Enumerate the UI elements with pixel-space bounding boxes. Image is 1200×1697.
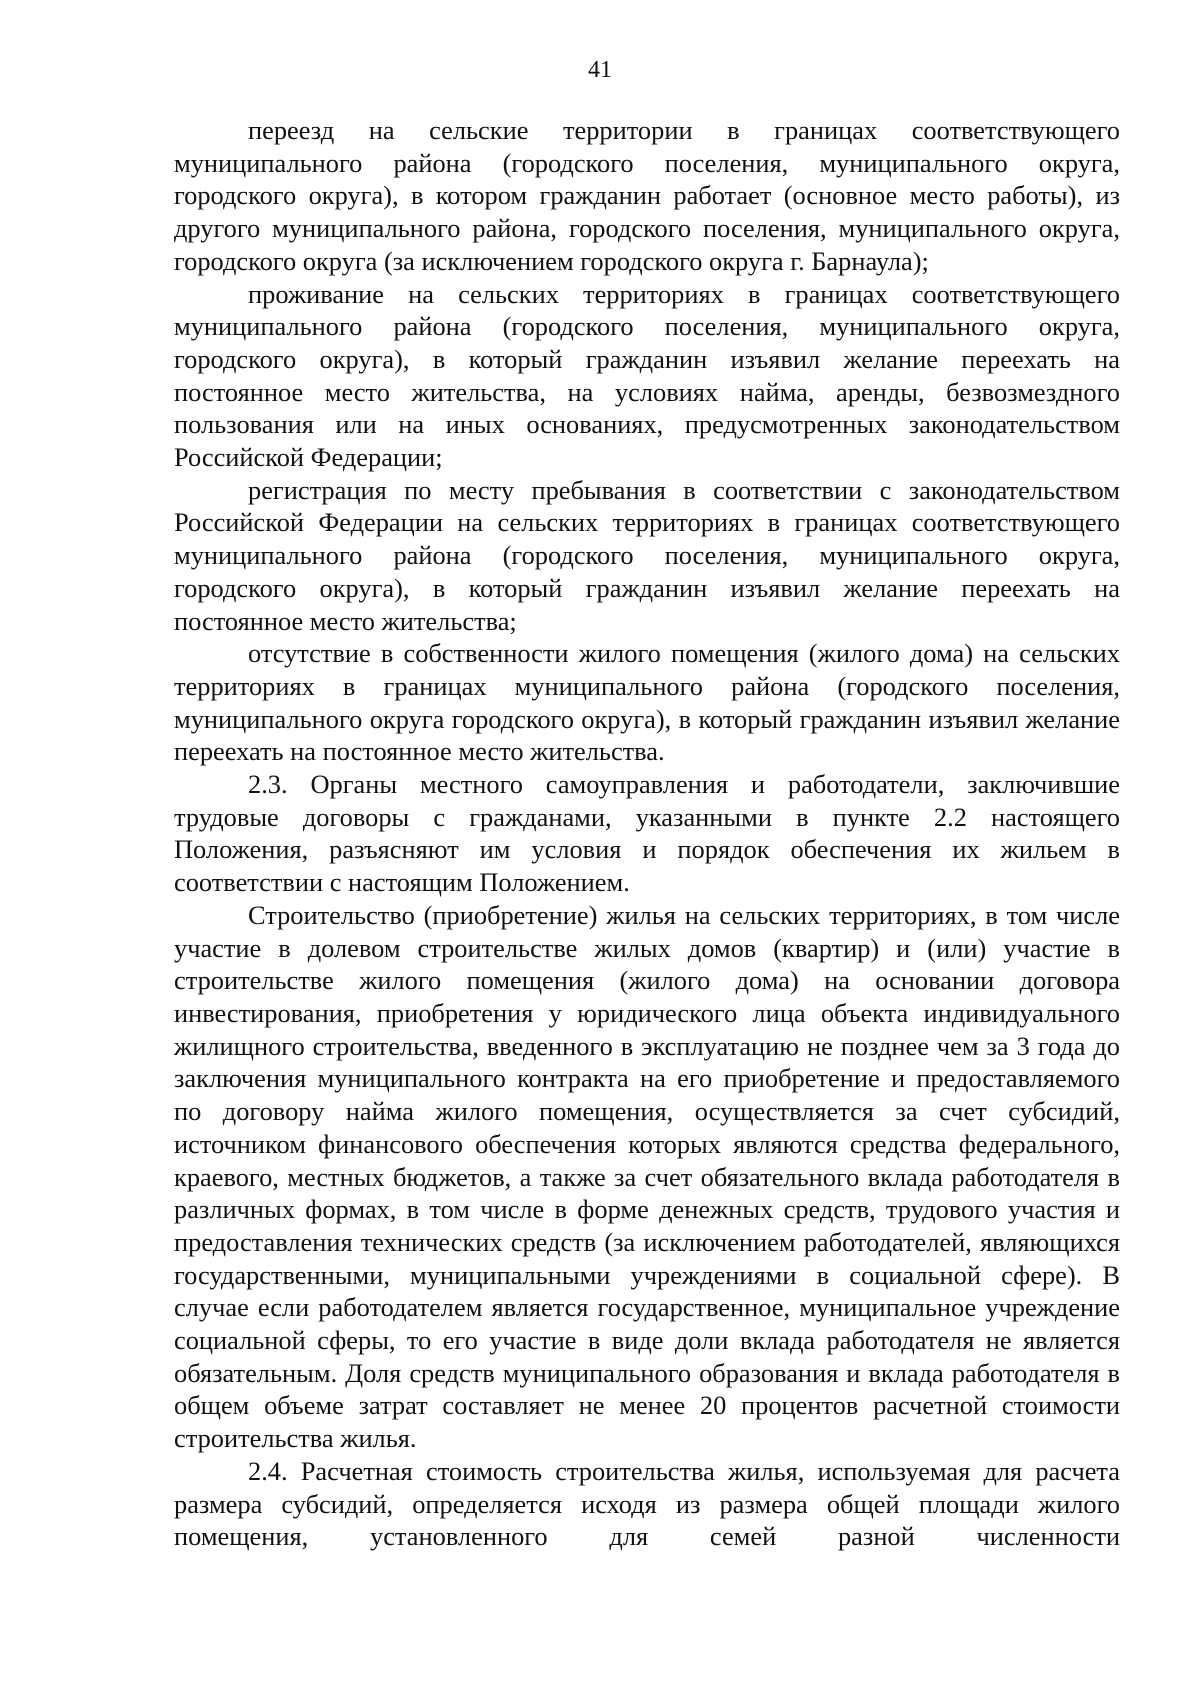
paragraph-residence: проживание на сельских территориях в границах соответствующего муниципального района (городского поселения, муниципального округа, городского округа), в который гражданин изъявил желание переехать на постоянное место жительства, на условиях найма, аренды, безвозмездного пользования или на иных основаниях, предусмотренных законодательством Российской Федерации; <box>174 278 1120 473</box>
page-number: 41 <box>588 57 612 83</box>
paragraph-construction-funding: Строительство (приобретение) жилья на сельских территориях, в том числе участие в долевом строительстве жилых домов (квартир) и (или) участие в строительстве жилого помещения (жилого дома) на основании договора инвестирования, приобретения у юридического лица объекта индивидуального жилищного строительства, введенного в эксплуатацию не позднее чем за 3 года до заключения муниципального контракта на его приобретение и предоставляемого по договору найма жилого помещения, осуществляется за счет субсидий, источником финансового обеспечения которых являются средства федерального, краевого, местных бюджетов, а также за счет обязательного вклада работодателя в различных формах, в том числе в форме денежных средств, трудового участия и предоставления технических средств (за исключением работодателей, являющихся государственными, муниципальными учреждениями в социальной сфере). В случае если работодателем является государственное, муниципальное учреждение социальной сферы, то его участие в виде доли вклада работодателя не является обязательным. Доля средств муниципального образования и вклада работодателя в общем объеме затрат составляет не менее 20 процентов расчетной стоимости строительства жилья. <box>174 899 1120 1454</box>
paragraph-no-ownership: отсутствие в собственности жилого помещения (жилого дома) на сельских территориях в границах муниципального района (городского поселения, муниципального округа городского округа), в который гражданин изъявил желание переехать на постоянное место жительства. <box>174 638 1120 767</box>
paragraph-section-2-4: 2.4. Расчетная стоимость строительства жилья, используемая для расчета размера субсидий, определяется исходя из размера общей площади жилого помещения, установленного для семей разной численности <box>174 1455 1120 1552</box>
document-body <box>174 114 1120 1553</box>
paragraph-section-2-3: 2.3. Органы местного самоуправления и работодатели, заключившие трудовые договоры с гражданами, указанными в пункте 2.2 настоящего Положения, разъясняют им условия и порядок обеспечения их жильем в соответствии с настоящим Положением. <box>174 769 1120 898</box>
paragraph-relocation: переезд на сельские территории в границах соответствующего муниципального района (городского поселения, муниципального округа, городского округа), в котором гражданин работает (основное место работы), из другого муниципального района, городского поселения, муниципального округа, городского округа (за исключением городского округа г. Барнаула); <box>174 115 1120 276</box>
paragraph-registration: регистрация по месту пребывания в соответствии с законодательством Российской Федерации на сельских территориях в границах соответствующего муниципального района (городского поселения, муниципального округа, городского округа), в который гражданин изъявил желание переехать на постоянное место жительства; <box>174 474 1120 636</box>
